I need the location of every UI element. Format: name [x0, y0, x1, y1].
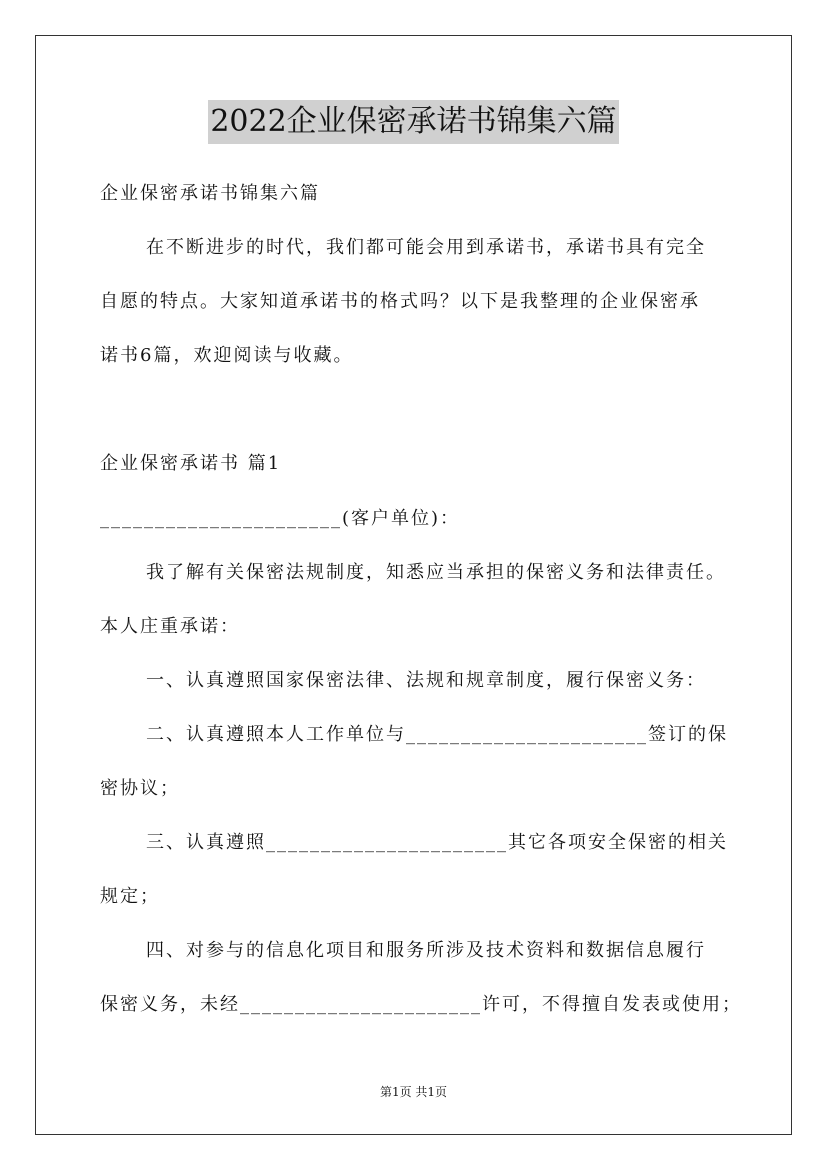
- clause-3-line-2: 规定；: [100, 886, 160, 907]
- client-unit-line: ______________________(客户单位)：: [100, 508, 461, 529]
- intro-line-1: 在不断进步的时代，我们都可能会用到承诺书，承诺书具有完全: [146, 237, 706, 258]
- clause-3-line-1: 三、认真遵照______________________其它各项安全保密的相关: [146, 832, 728, 853]
- intro-line-2: 自愿的特点。大家知道承诺书的格式吗？以下是我整理的企业保密承: [100, 291, 700, 312]
- clause-2-line-2: 密协议；: [100, 778, 180, 799]
- document-title: 2022企业保密承诺书锦集六篇: [208, 100, 618, 144]
- clause-2-line-1: 二、认真遵照本人工作单位与______________________签订的保: [146, 724, 728, 745]
- clause-4-line-2: 保密义务，未经______________________许可，不得擅自发表或使用；: [100, 994, 742, 1015]
- clause-4-line-1: 四、对参与的信息化项目和服务所涉及技术资料和数据信息履行: [146, 940, 706, 961]
- subtitle-line: 企业保密承诺书锦集六篇: [100, 183, 320, 204]
- document-title-block: [0, 100, 827, 144]
- body-line-1: 我了解有关保密法规制度，知悉应当承担的保密义务和法律责任。: [146, 562, 726, 583]
- intro-line-3: 诺书6篇，欢迎阅读与收藏。: [100, 345, 354, 366]
- section-heading: 企业保密承诺书 篇1: [100, 453, 282, 474]
- page-footer: 第1页 共1页: [379, 1085, 448, 1099]
- body-line-2: 本人庄重承诺：: [100, 616, 240, 637]
- clause-1-line: 一、认真遵照国家保密法律、法规和规章制度，履行保密义务：: [146, 670, 706, 691]
